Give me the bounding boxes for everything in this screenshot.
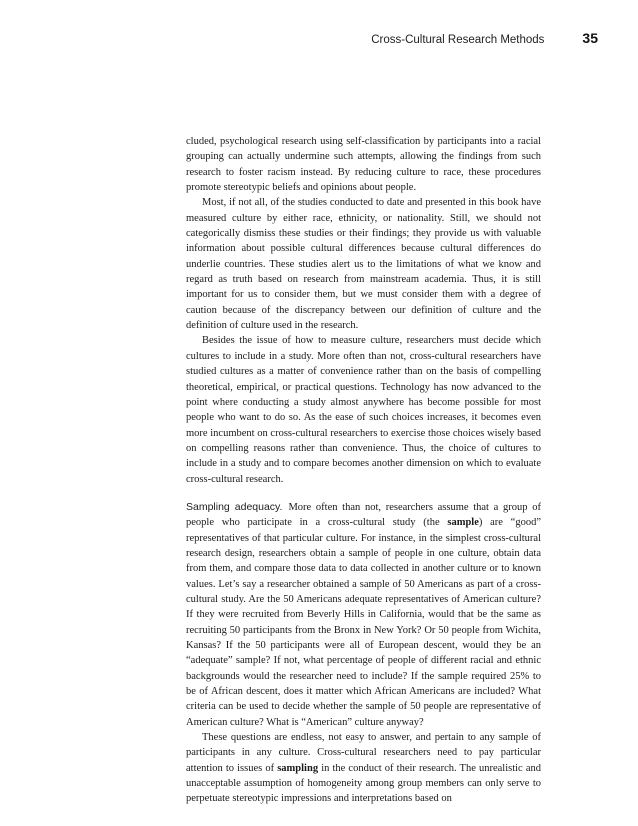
paragraph-continued: cluded, psychological research using self-classification by participants into a racial grouping can actually undermine such attempts, allowing the findings from such research to foster racism instead. By reducing culture to race, these procedures promote stereotypic beliefs and opinions about people. [186,136,541,194]
paragraph-text: in the conduct of their research. The unrealistic and unacceptable assumption of homogeneity among group members can only serve to perpetuate stereotypic impressions and interpretations based on [186,762,541,805]
running-title: Cross-Cultural Research Methods [371,34,545,46]
paragraph-text: These questions are endless, not easy to answer, and pertain to any sample of participants in any culture. Cross-cultural researchers need to pay particular attention to issues of [186,732,541,774]
key-term-sampling: sampling [277,762,319,774]
paragraph-sampling-adequacy [186,500,541,730]
paragraph-text: More often than not, researchers assume that a group of people who participate in a cross-cultural study (the [186,501,541,529]
paragraph-measured-culture: Most, if not all, of the studies conducted to date and presented in this book have measured culture by either race, ethnicity, or nationality. Still, we should not categorically dismiss these studies or their findings; they provide us with valuable information about possible cultural differences because cultural differences do underlie countries. These studies alert us to the limitations of what we know and regard as truth based on research from mainstream academia. Thus, it is still important for us to consider them, but we must consider them with a degree of caution because of the discrepancy between our definition of culture and the definition of culture used in the research. [186,197,541,332]
body-text [186,134,541,807]
paragraph-sampling-issues [186,730,541,807]
section-heading-sampling-adequacy: Sampling adequacy. [186,500,283,513]
key-term-sample: sample [447,517,479,529]
paragraph-text: ) are “good” representatives of that particular culture. For instance, in the simplest cross-cultural research design, researchers obtain a sample of people in one culture, obtain data from them, and compare those data to data collected in another culture or to known values. Let’s say a researcher obtained a sample of 50 Americans as part of a cross-cultural study. Are the 50 Americans adequate representatives of American culture? If they were recruited from Beverly Hills in California, would that be the same as recruiting 50 participants from the Bronx in New York? Or 50 people from Wichita, Kansas? If the 50 participants were all of European descent, would they be an “adequate” sample? If not, what percentage of people of different racial and ethnic backgrounds would the researcher need to include? If the sample required 25% to be of African descent, does it matter which African Americans are included? What criteria can be used to decide whether the sample of 50 people are representative of American culture? What is “American” culture anyway? [186,517,541,728]
page-number: 35 [582,30,598,46]
running-head [371,30,598,46]
paragraph-choice-of-cultures: Besides the issue of how to measure culture, researchers must decide which cultures to include in a study. More often than not, cross-cultural researchers have studied cultures as a matter of convenience rather than on the basis of compelling theoretical, empirical, or practical questions. Technology has now advanced to the point where conducting a study almost anywhere has become possible for most people who want to do so. As the ease of such choices increases, it becomes even more incumbent on cross-cultural researchers to exercise those choices wisely based on compelling reasons rather than convenience. Thus, the choice of cultures to include in a study and to compare becomes another dimension on which to evaluate cross-cultural research. [186,335,541,485]
